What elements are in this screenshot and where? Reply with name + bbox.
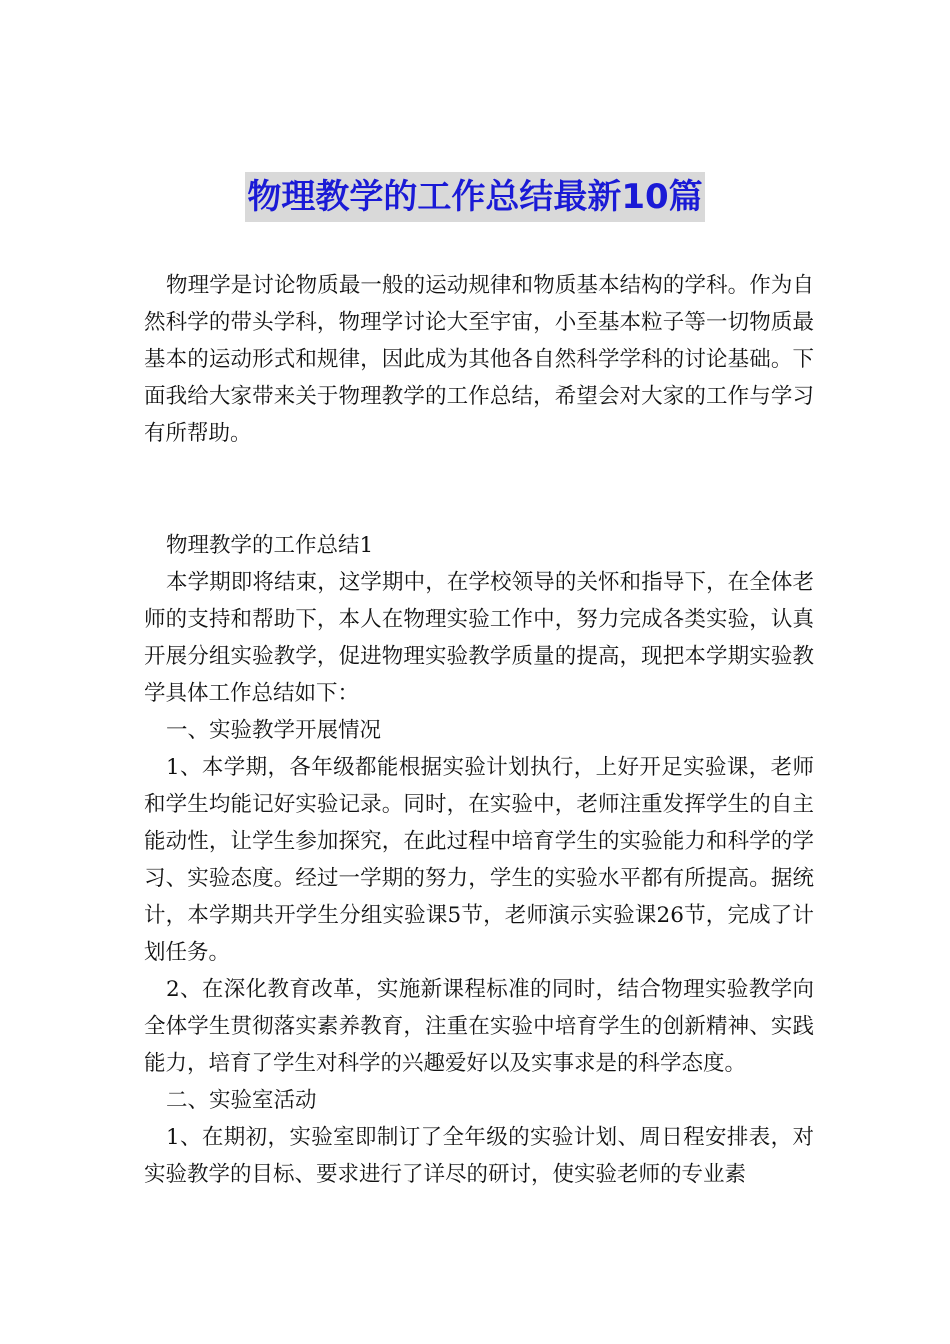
paragraph-3: 2、在深化教育改革，实施新课程标准的同时，结合物理实验教学向全体学生贯彻落实素养教育，注重在实验中培育学生的创新精神、实践能力，培育了学生对科学的兴趣爱好以及实事求是的科学态度。 <box>144 977 814 1076</box>
paragraph-1: 本学期即将结束，这学期中，在学校领导的关怀和指导下，在全体老师的支持和帮助下，本人在物理实验工作中，努力完成各类实验，认真开展分组实验教学，促进物理实验教学质量的提高，现把本学期实验教学具体工作总结如下： <box>144 570 814 706</box>
intro-block <box>144 267 814 452</box>
paragraph-2: 1、本学期，各年级都能根据实验计划执行，上好开足实验课，老师和学生均能记好实验记录。同时，在实验中，老师注重发挥学生的自主能动性，让学生参加探究，在此过程中培育学生的实验能力和科学的学习、实验态度。经过一学期的努力，学生的实验水平都有所提高。据统计，本学期共开学生分组实验课5节，老师演示实验课26节，完成了计划任务。 <box>144 755 814 965</box>
paragraph-4: 1、在期初，实验室即制订了全年级的实验计划、周日程安排表，对实验教学的目标、要求进行了详尽的研讨，使实验老师的专业素 <box>144 1125 814 1187</box>
title-container <box>0 172 950 222</box>
section-heading: 物理教学的工作总结1 <box>166 533 374 558</box>
subheading-2: 二、实验室活动 <box>166 1088 317 1113</box>
subheading-1: 一、实验教学开展情况 <box>166 718 382 743</box>
section-block <box>144 527 814 1193</box>
document-title: 物理教学的工作总结最新10篇 <box>245 172 704 222</box>
intro-paragraph: 物理学是讨论物质最一般的运动规律和物质基本结构的学科。作为自然科学的带头学科，物理学讨论大至宇宙，小至基本粒子等一切物质最基本的运动形式和规律，因此成为其他各自然科学学科的讨论基础。下面我给大家带来关于物理教学的工作总结，希望会对大家的工作与学习有所帮助。 <box>144 273 814 446</box>
